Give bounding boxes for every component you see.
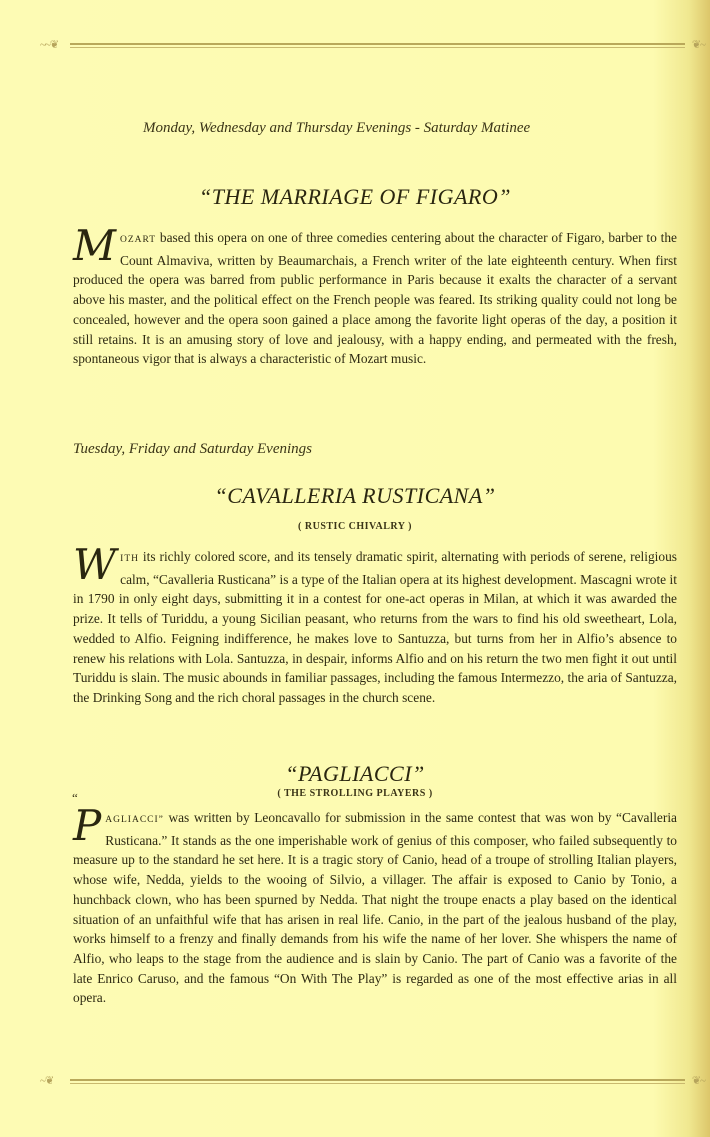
lead-word: ITH xyxy=(120,554,139,564)
subtitle-strolling-players: ( THE STROLLING PLAYERS ) xyxy=(277,788,433,799)
title-marriage-of-figaro: “THE MARRIAGE OF FIGARO” xyxy=(198,184,511,209)
body-text: was written by Leoncavallo for submission in the same contest that was won by “Cavalleria Rusticana.” It stands as the one imperishable work of genius of this composer, who failed subsequently to measure up to the standard he set here. It is a tragic story of Canio, head of a troupe of strolling Italian players, whose wife, Nedda, yields to the wooing of Silvio, a villager. The affair is exposed to Canio by Tonio, a hunchback clown, who has been spurned by Nedda. That night the troupe enacts a play based on the identical situation of an unfaithful wife that has arisen in real life. Canio, in the part of the jealous husband of the play, works himself to a frenzy and finally demands from his wife the name of her lover. She whispers the name of Alfio, who leaps to the stage from the audience and is slain by Canio. The part of Canio was a favorite of the late Enrico Caruso, and the famous “On With The Play” is regarded as one of the most effective arias in all opera. xyxy=(73,810,677,1006)
title-cavalleria-rusticana: “CAVALLERIA RUSTICANA” xyxy=(214,483,496,508)
paragraph-cavalleria-rusticana xyxy=(73,540,677,708)
schedule-heading-2: Tuesday, Friday and Saturday Evenings xyxy=(73,441,313,457)
flourish-left-icon: ~❦ xyxy=(40,1075,54,1087)
drop-cap: P xyxy=(73,801,102,850)
bottom-ornamental-rule xyxy=(40,1076,705,1086)
open-quote: “ xyxy=(72,790,78,805)
flourish-right-icon: ❦~ xyxy=(691,1075,705,1087)
subtitle-rustic-chivalry: ( RUSTIC CHIVALRY ) xyxy=(298,521,412,532)
body-text: its richly colored score, and its tensely dramatic spirit, alternating with periods of serene, religious calm, “Cavalleria Rusticana” is a type of the Italian opera at its highest development. Mascagni wrote it in 1790 in only eight days, submitting it in a contest for one-act operas in Milan, at which it was awarded the prize. It tells of Turiddu, a young Sicilian peasant, who returns from the wars to find his old sweetheart, Lola, wedded to Alfio. Feigning indifference, he makes love to Santuzza, but turns from her in Alfio’s absence to renew his relations with Lola. Santuzza, in despair, informs Alfio and on his return the two men fight it out until Turiddu is slain. The music abounds in familiar passages, including the famous Intermezzo, the aria of Santuzza, the Drinking Song and the rich choral passages in the church scene. xyxy=(73,549,677,705)
paragraph-marriage-of-figaro xyxy=(73,221,677,369)
top-ornamental-rule xyxy=(40,40,705,50)
drop-cap: M xyxy=(73,221,117,270)
body-text: based this opera on one of three comedies centering about the character of Figaro, barber to the Count Almaviva, written by Beaumarchais, a French writer of the late eighteenth century. When first produced the opera was barred from public performance in Paris because it exalts the character of a servant above his master, and the political effect on the French people was feared. Its striking quality could not long be concealed, however and the opera soon gained a place among the favorite light operas of the day, a position it still retains. It is an amusing story of love and jealousy, with a happy ending, and permeated with the fresh, spontaneous vigor that is always a characteristic of Mozart music. xyxy=(73,230,677,367)
drop-cap: W xyxy=(73,540,117,589)
lead-word: AGLIACCI” xyxy=(105,815,164,825)
flourish-right-icon: ❦~ xyxy=(691,39,705,51)
schedule-heading-1: Monday, Wednesday and Thursday Evenings - Saturday Matinee xyxy=(143,120,531,136)
paragraph-pagliacci xyxy=(73,801,677,1008)
flourish-left-icon: ~~❦ xyxy=(40,39,59,51)
lead-word: OZART xyxy=(120,235,157,245)
title-pagliacci: “PAGLIACCI” xyxy=(285,761,425,786)
